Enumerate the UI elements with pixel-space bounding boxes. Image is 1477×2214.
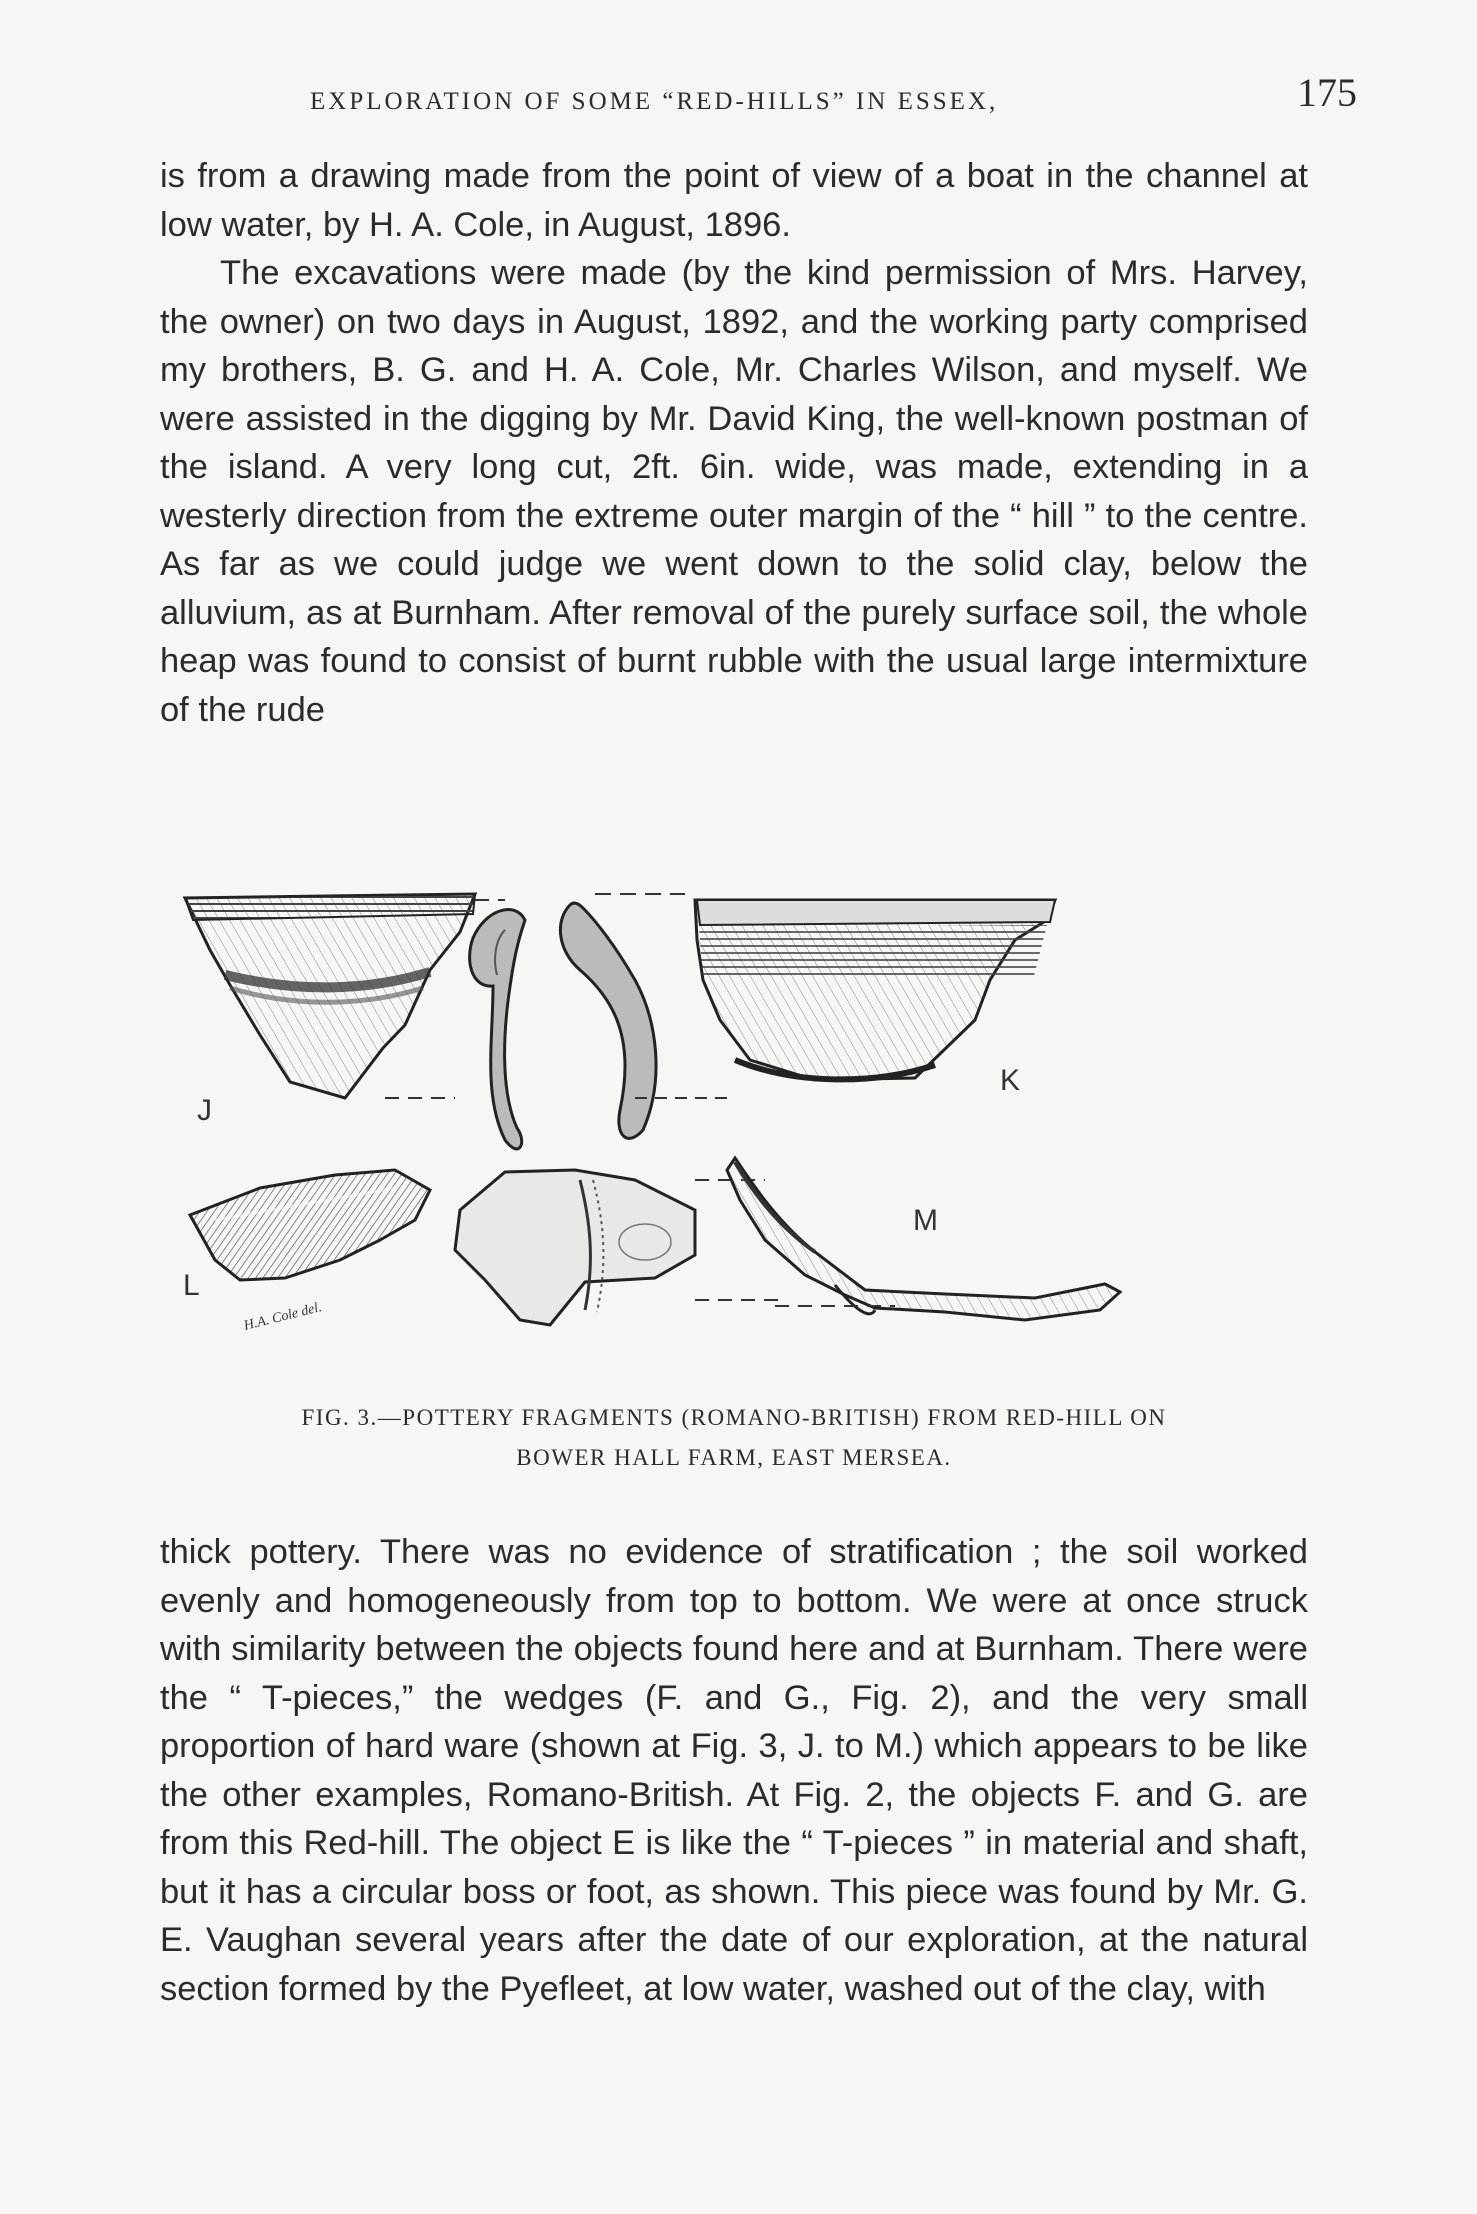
page-number: 175 bbox=[1297, 70, 1357, 115]
label-m: M bbox=[913, 1204, 938, 1237]
body-text-bottom bbox=[160, 1528, 1308, 2013]
paragraph: is from a drawing made from the point of view of a boat in the channel at low water, by H. A. Cole, in August, 1896. bbox=[160, 157, 1308, 244]
artist-signature: H.A. Cole del. bbox=[242, 1300, 324, 1334]
fragment-m bbox=[727, 1158, 1120, 1320]
section-j bbox=[470, 910, 525, 1149]
pottery-figure bbox=[175, 880, 1315, 1370]
fragment-k bbox=[635, 900, 1055, 1098]
label-l: L bbox=[183, 1269, 200, 1302]
paragraph: The excavations were made (by the kind permission of Mrs. Harvey, the owner) on two days in August, 1892, and the working party comprised my brothers, B. G. and H. A. Cole, Mr. Charles Wilson, and myself. We were assisted in the digging by Mr. David King, the well-known postman of the island. A very long cut, 2ft. 6in. wide, was made, extending in a westerly direction from the extreme outer margin of the “ hill ” to the centre. As far as we could judge we went down to the solid clay, below the alluvium, as at Burnham. After removal of the purely surface soil, the whole heap was found to consist of burnt rubble with the usual large intermixture of the rude bbox=[160, 254, 1308, 729]
label-j: J bbox=[197, 1094, 212, 1127]
label-k: K bbox=[1000, 1064, 1021, 1097]
fragment-l bbox=[190, 1170, 430, 1280]
pottery-illustration bbox=[175, 880, 1315, 1370]
body-text-top bbox=[160, 152, 1308, 734]
caption-line-1: FIG. 3.—POTTERY FRAGMENTS (ROMANO-BRITISH) FROM RED-HILL ON bbox=[301, 1405, 1167, 1430]
fragment-j bbox=[185, 894, 505, 1098]
section-k bbox=[560, 894, 685, 1138]
paragraph: thick pottery. There was no evidence of stratification ; the soil worked evenly and homogeneously from top to bottom. We were at once struck with similarity between the objects found here and at Burnham. There were the “ T-pieces,” the wedges (F. and G., Fig. 2), and the very small proportion of hard ware (shown at Fig. 3, J. to M.) which appears to be like the other examples, Romano-British. At Fig. 2, the objects F. and G. are from this Red-hill. The object E is like the “ T-pieces ” in material and shaft, but it has a circular boss or foot, as shown. This piece was found by Mr. G. E. Vaughan several years after the date of our exploration, at the natural section formed by the Pyefleet, at low water, washed out of the clay, with bbox=[160, 1533, 1308, 2008]
figure-caption bbox=[160, 1398, 1308, 1478]
caption-line-2: BOWER HALL FARM, EAST MERSEA. bbox=[516, 1445, 952, 1470]
running-title: EXPLORATION OF SOME “RED-HILLS” IN ESSEX, bbox=[310, 88, 999, 115]
running-head bbox=[160, 68, 1357, 116]
